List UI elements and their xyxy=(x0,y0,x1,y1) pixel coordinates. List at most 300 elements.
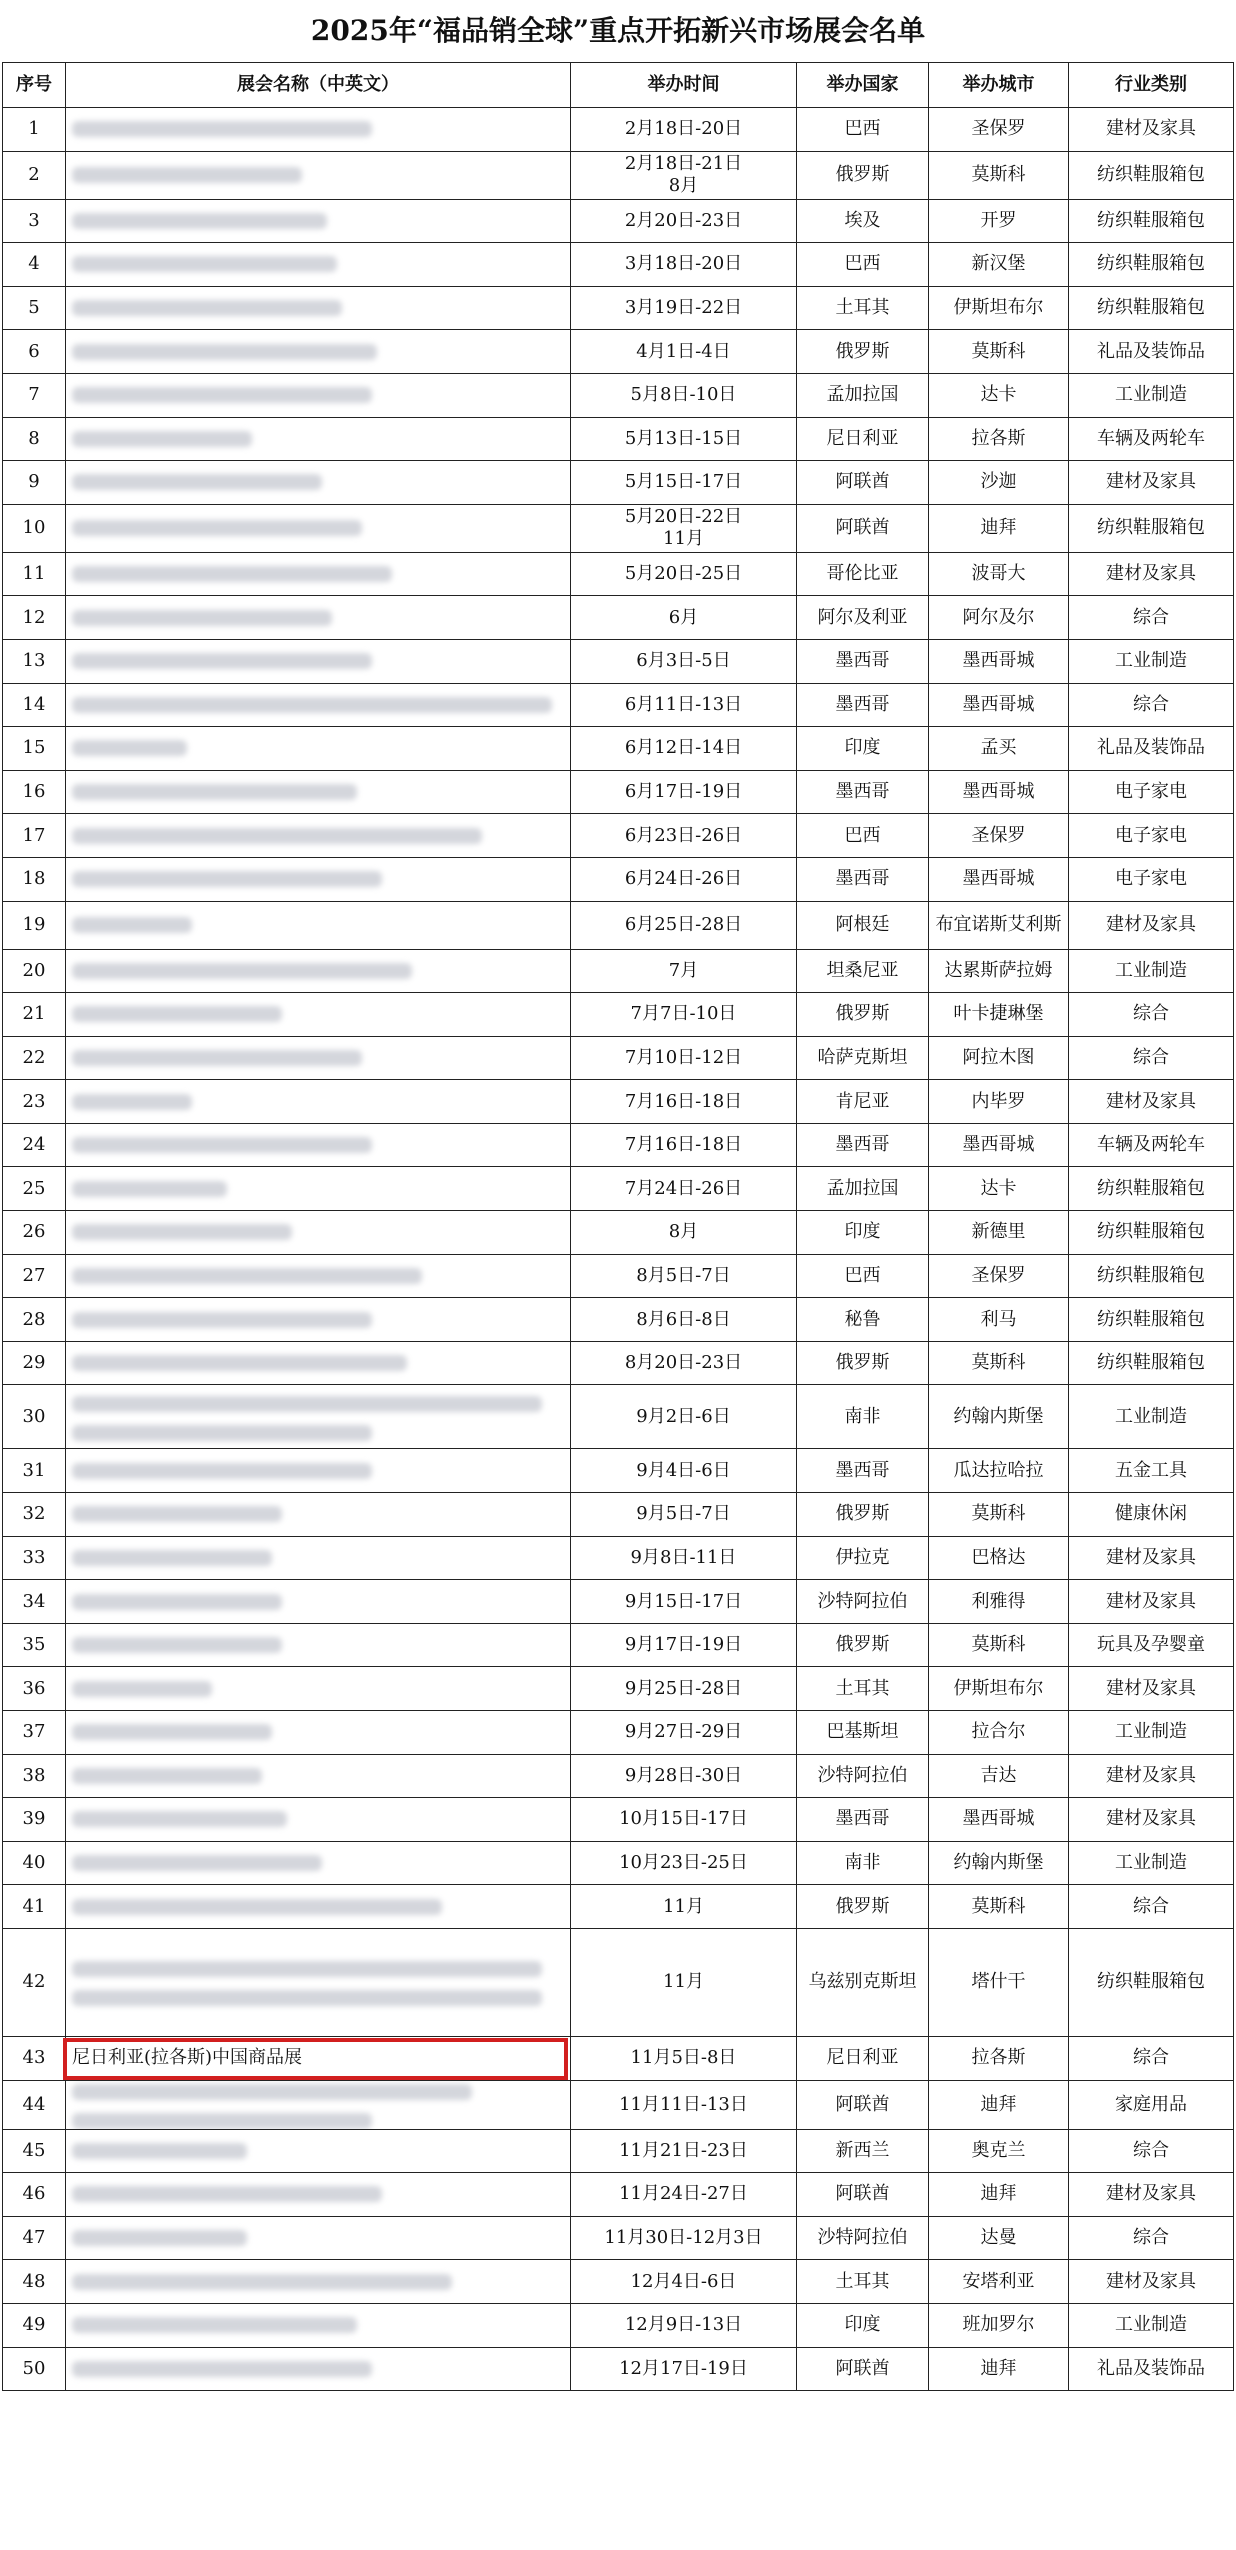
table-row xyxy=(3,993,1234,1037)
event-time-line: 12月17日-19日 xyxy=(619,2357,748,2379)
event-city: 迪拜 xyxy=(929,2347,1069,2391)
event-time xyxy=(571,1167,797,1211)
event-industry: 综合 xyxy=(1069,596,1234,640)
exhibition-name xyxy=(66,2216,571,2260)
table-row xyxy=(3,683,1234,727)
exhibition-name xyxy=(66,1885,571,1929)
event-time-line: 5月13日-15日 xyxy=(624,427,743,449)
event-time-line: 9月17日-19日 xyxy=(624,1634,743,1656)
event-time-line: 11月 xyxy=(663,1895,704,1917)
row-number: 8 xyxy=(3,417,66,461)
event-time-line: 7月 xyxy=(668,959,699,981)
event-time xyxy=(571,2216,797,2260)
event-country: 阿联酋 xyxy=(797,2347,929,2391)
redacted-text xyxy=(72,2143,247,2159)
row-number: 24 xyxy=(3,1123,66,1167)
redacted-text xyxy=(72,1268,422,1284)
event-time-line: 9月15日-17日 xyxy=(624,1590,743,1612)
event-industry: 工业制造 xyxy=(1069,373,1234,417)
event-time xyxy=(571,1798,797,1842)
redacted-text xyxy=(72,2113,372,2129)
event-industry: 建材及家具 xyxy=(1069,552,1234,596)
event-industry: 玩具及孕婴童 xyxy=(1069,1623,1234,1667)
event-industry: 建材及家具 xyxy=(1069,2260,1234,2304)
event-industry: 建材及家具 xyxy=(1069,1580,1234,1624)
event-country: 俄罗斯 xyxy=(797,1623,929,1667)
event-industry: 纺织鞋服箱包 xyxy=(1069,151,1234,199)
exhibition-name xyxy=(66,504,571,552)
event-country: 墨西哥 xyxy=(797,683,929,727)
event-city: 迪拜 xyxy=(929,2080,1069,2129)
event-city: 奥克兰 xyxy=(929,2129,1069,2173)
event-time-line: 11月21日-23日 xyxy=(619,2139,748,2161)
row-number: 25 xyxy=(3,1167,66,1211)
row-number: 34 xyxy=(3,1580,66,1624)
table-row xyxy=(3,1841,1234,1885)
event-time-line: 7月10日-12日 xyxy=(624,1046,743,1068)
header-industry: 行业类别 xyxy=(1069,63,1234,108)
event-country: 墨西哥 xyxy=(797,770,929,814)
exhibition-name xyxy=(66,243,571,287)
redacted-text xyxy=(72,167,302,183)
event-city: 布宜诺斯艾利斯 xyxy=(929,901,1069,949)
event-city: 莫斯科 xyxy=(929,151,1069,199)
event-city: 安塔利亚 xyxy=(929,2260,1069,2304)
redacted-text xyxy=(72,2274,452,2290)
row-number: 36 xyxy=(3,1667,66,1711)
redacted-text xyxy=(72,474,322,490)
row-number: 14 xyxy=(3,683,66,727)
event-country: 墨西哥 xyxy=(797,1123,929,1167)
event-time xyxy=(571,417,797,461)
event-time xyxy=(571,2129,797,2173)
row-number: 10 xyxy=(3,504,66,552)
redacted-text xyxy=(72,1855,322,1871)
redacted-text xyxy=(72,344,377,360)
event-industry: 纺织鞋服箱包 xyxy=(1069,286,1234,330)
event-industry: 综合 xyxy=(1069,2216,1234,2260)
exhibition-name xyxy=(66,1211,571,1255)
event-city: 利雅得 xyxy=(929,1580,1069,1624)
table-row xyxy=(3,243,1234,287)
redacted-text xyxy=(72,121,372,137)
exhibition-name xyxy=(66,2036,571,2080)
event-city: 墨西哥城 xyxy=(929,857,1069,901)
row-number: 12 xyxy=(3,596,66,640)
event-industry: 纺织鞋服箱包 xyxy=(1069,1928,1234,2036)
event-time xyxy=(571,901,797,949)
exhibition-name xyxy=(66,461,571,505)
event-country: 阿尔及利亚 xyxy=(797,596,929,640)
redacted-text xyxy=(72,520,362,536)
table-row xyxy=(3,1754,1234,1798)
event-time xyxy=(571,814,797,858)
exhibition-name xyxy=(66,1123,571,1167)
exhibition-name xyxy=(66,1385,571,1449)
exhibition-name-text: 尼日利亚(拉各斯)中国商品展 xyxy=(72,2047,303,2069)
event-city: 圣保罗 xyxy=(929,108,1069,152)
exhibition-name xyxy=(66,1580,571,1624)
event-time xyxy=(571,1623,797,1667)
redacted-text xyxy=(72,431,252,447)
exhibition-name xyxy=(66,1928,571,2036)
event-city: 迪拜 xyxy=(929,504,1069,552)
event-city: 波哥大 xyxy=(929,552,1069,596)
table-row xyxy=(3,2347,1234,2391)
exhibition-name xyxy=(66,1841,571,1885)
event-country: 巴西 xyxy=(797,1254,929,1298)
event-industry: 综合 xyxy=(1069,2129,1234,2173)
event-country: 孟加拉国 xyxy=(797,1167,929,1211)
event-industry: 工业制造 xyxy=(1069,639,1234,683)
exhibition-name xyxy=(66,1536,571,1580)
event-country: 墨西哥 xyxy=(797,1449,929,1493)
event-time xyxy=(571,1885,797,1929)
redacted-text xyxy=(72,871,382,887)
table-row xyxy=(3,1798,1234,1842)
event-city: 达卡 xyxy=(929,373,1069,417)
row-number: 41 xyxy=(3,1885,66,1929)
exhibition-name xyxy=(66,1254,571,1298)
event-time-line: 11月 xyxy=(663,528,704,550)
event-time-line: 5月15日-17日 xyxy=(624,471,743,493)
table-row xyxy=(3,199,1234,243)
event-time xyxy=(571,1841,797,1885)
event-city: 伊斯坦布尔 xyxy=(929,1667,1069,1711)
event-time xyxy=(571,1254,797,1298)
redacted-text xyxy=(72,1137,372,1153)
event-time xyxy=(571,151,797,199)
table-row xyxy=(3,1385,1234,1449)
table-row xyxy=(3,901,1234,949)
table-row xyxy=(3,2303,1234,2347)
row-number: 15 xyxy=(3,727,66,771)
event-time xyxy=(571,2080,797,2129)
table-row xyxy=(3,417,1234,461)
table-row xyxy=(3,108,1234,152)
event-industry: 电子家电 xyxy=(1069,857,1234,901)
redacted-text xyxy=(72,963,412,979)
event-country: 土耳其 xyxy=(797,1667,929,1711)
row-number: 7 xyxy=(3,373,66,417)
row-number: 43 xyxy=(3,2036,66,2080)
event-city: 达曼 xyxy=(929,2216,1069,2260)
event-time-line: 9月8日-11日 xyxy=(630,1546,737,1568)
event-city: 阿拉木图 xyxy=(929,1036,1069,1080)
row-number: 39 xyxy=(3,1798,66,1842)
event-city: 阿尔及尔 xyxy=(929,596,1069,640)
redacted-text xyxy=(72,740,187,756)
exhibition-name xyxy=(66,1449,571,1493)
exhibition-name xyxy=(66,814,571,858)
redacted-text xyxy=(72,1961,542,1977)
table-row xyxy=(3,639,1234,683)
event-city: 达累斯萨拉姆 xyxy=(929,949,1069,993)
event-time-line: 6月17日-19日 xyxy=(624,781,743,803)
event-industry: 礼品及装饰品 xyxy=(1069,727,1234,771)
table-row xyxy=(3,2080,1234,2129)
exhibition-name xyxy=(66,2303,571,2347)
row-number: 23 xyxy=(3,1080,66,1124)
event-city: 利马 xyxy=(929,1298,1069,1342)
event-country: 印度 xyxy=(797,2303,929,2347)
exhibition-name xyxy=(66,639,571,683)
table-row xyxy=(3,1885,1234,1929)
event-country: 俄罗斯 xyxy=(797,1341,929,1385)
table-row xyxy=(3,1080,1234,1124)
row-number: 38 xyxy=(3,1754,66,1798)
table-row xyxy=(3,1493,1234,1537)
row-number: 45 xyxy=(3,2129,66,2173)
event-country: 新西兰 xyxy=(797,2129,929,2173)
table-row xyxy=(3,2216,1234,2260)
event-time-line: 11月11日-13日 xyxy=(619,2093,748,2115)
event-time xyxy=(571,639,797,683)
event-time xyxy=(571,1667,797,1711)
table-row xyxy=(3,814,1234,858)
event-industry: 健康休闲 xyxy=(1069,1493,1234,1537)
event-country: 沙特阿拉伯 xyxy=(797,1754,929,1798)
table-row xyxy=(3,330,1234,374)
event-time xyxy=(571,2260,797,2304)
event-industry: 建材及家具 xyxy=(1069,2173,1234,2217)
event-country: 埃及 xyxy=(797,199,929,243)
redacted-text xyxy=(72,1355,407,1371)
row-number: 20 xyxy=(3,949,66,993)
row-number: 29 xyxy=(3,1341,66,1385)
event-time-line: 8月5日-7日 xyxy=(636,1264,731,1286)
event-country: 俄罗斯 xyxy=(797,330,929,374)
event-time-line: 11月24日-27日 xyxy=(619,2183,748,2205)
document-title: 2025年“福品销全球”重点开拓新兴市场展会名单 xyxy=(310,14,926,47)
table-row xyxy=(3,949,1234,993)
event-city: 圣保罗 xyxy=(929,814,1069,858)
event-country: 阿联酋 xyxy=(797,2080,929,2129)
event-time-line: 8月6日-8日 xyxy=(636,1308,731,1330)
event-time xyxy=(571,330,797,374)
row-number: 44 xyxy=(3,2080,66,2129)
exhibition-name xyxy=(66,1623,571,1667)
event-city: 新德里 xyxy=(929,1211,1069,1255)
event-city: 塔什干 xyxy=(929,1928,1069,2036)
row-number: 16 xyxy=(3,770,66,814)
redacted-text xyxy=(72,828,482,844)
event-city: 莫斯科 xyxy=(929,1623,1069,1667)
event-industry: 工业制造 xyxy=(1069,1841,1234,1885)
exhibition-table xyxy=(2,62,1234,2391)
row-number: 17 xyxy=(3,814,66,858)
event-industry: 礼品及装饰品 xyxy=(1069,2347,1234,2391)
redacted-text xyxy=(72,1463,372,1479)
header-country: 举办国家 xyxy=(797,63,929,108)
event-time xyxy=(571,1298,797,1342)
redacted-text xyxy=(72,1724,272,1740)
exhibition-name xyxy=(66,1298,571,1342)
table-row xyxy=(3,504,1234,552)
event-time-line: 6月11日-13日 xyxy=(624,693,743,715)
event-industry: 电子家电 xyxy=(1069,814,1234,858)
event-industry: 建材及家具 xyxy=(1069,461,1234,505)
event-city: 新汉堡 xyxy=(929,243,1069,287)
row-number: 33 xyxy=(3,1536,66,1580)
event-country: 沙特阿拉伯 xyxy=(797,1580,929,1624)
exhibition-name xyxy=(66,1754,571,1798)
table-row xyxy=(3,151,1234,199)
event-industry: 礼品及装饰品 xyxy=(1069,330,1234,374)
event-city: 迪拜 xyxy=(929,2173,1069,2217)
event-industry: 工业制造 xyxy=(1069,1711,1234,1755)
event-time-line: 6月12日-14日 xyxy=(624,737,743,759)
event-city: 伊斯坦布尔 xyxy=(929,286,1069,330)
event-industry: 建材及家具 xyxy=(1069,1798,1234,1842)
event-time xyxy=(571,2347,797,2391)
event-country: 坦桑尼亚 xyxy=(797,949,929,993)
event-industry: 纺织鞋服箱包 xyxy=(1069,199,1234,243)
event-time-line: 5月20日-25日 xyxy=(624,563,743,585)
row-number: 2 xyxy=(3,151,66,199)
table-row xyxy=(3,596,1234,640)
row-number: 13 xyxy=(3,639,66,683)
event-country: 伊拉克 xyxy=(797,1536,929,1580)
redacted-text xyxy=(72,300,342,316)
event-industry: 建材及家具 xyxy=(1069,1080,1234,1124)
event-time xyxy=(571,1036,797,1080)
event-time-line: 11月5日-8日 xyxy=(630,2047,737,2069)
event-time-line: 6月3日-5日 xyxy=(636,650,731,672)
event-industry: 纺织鞋服箱包 xyxy=(1069,1167,1234,1211)
table-row xyxy=(3,1341,1234,1385)
table-row xyxy=(3,1580,1234,1624)
event-city: 拉各斯 xyxy=(929,417,1069,461)
table-row xyxy=(3,461,1234,505)
table-row xyxy=(3,2173,1234,2217)
event-city: 内毕罗 xyxy=(929,1080,1069,1124)
event-country: 墨西哥 xyxy=(797,1798,929,1842)
event-country: 阿根廷 xyxy=(797,901,929,949)
table-row xyxy=(3,727,1234,771)
event-city: 瓜达拉哈拉 xyxy=(929,1449,1069,1493)
event-time xyxy=(571,1211,797,1255)
redacted-text xyxy=(72,1594,282,1610)
event-time-line: 7月7日-10日 xyxy=(630,1003,737,1025)
exhibition-name xyxy=(66,857,571,901)
row-number: 32 xyxy=(3,1493,66,1537)
event-time-line: 9月27日-29日 xyxy=(624,1721,743,1743)
event-time xyxy=(571,1580,797,1624)
event-time-line: 2月18日-20日 xyxy=(624,118,743,140)
exhibition-name xyxy=(66,2347,571,2391)
redacted-text xyxy=(72,1637,282,1653)
event-country: 哥伦比亚 xyxy=(797,552,929,596)
event-time xyxy=(571,1080,797,1124)
event-time xyxy=(571,1123,797,1167)
event-industry: 建材及家具 xyxy=(1069,108,1234,152)
exhibition-name xyxy=(66,151,571,199)
event-time-line: 6月25日-28日 xyxy=(624,914,743,935)
event-city: 莫斯科 xyxy=(929,1493,1069,1537)
event-country: 阿联酋 xyxy=(797,504,929,552)
event-industry: 综合 xyxy=(1069,683,1234,727)
event-time xyxy=(571,2036,797,2080)
event-industry: 工业制造 xyxy=(1069,2303,1234,2347)
row-number: 9 xyxy=(3,461,66,505)
redacted-text xyxy=(72,1990,542,2006)
event-time-line: 9月4日-6日 xyxy=(636,1459,731,1481)
event-time-line: 10月15日-17日 xyxy=(619,1808,748,1830)
exhibition-name xyxy=(66,1667,571,1711)
table-row xyxy=(3,286,1234,330)
redacted-text xyxy=(72,566,392,582)
event-time xyxy=(571,1928,797,2036)
row-number: 28 xyxy=(3,1298,66,1342)
exhibition-name xyxy=(66,373,571,417)
event-industry: 家庭用品 xyxy=(1069,2080,1234,2129)
event-country: 俄罗斯 xyxy=(797,1493,929,1537)
event-time xyxy=(571,1341,797,1385)
event-time-line: 8月 xyxy=(668,175,699,197)
event-time-line: 3月18日-20日 xyxy=(624,253,743,275)
event-country: 沙特阿拉伯 xyxy=(797,2216,929,2260)
redacted-text xyxy=(72,1050,362,1066)
event-country: 巴西 xyxy=(797,108,929,152)
row-number: 19 xyxy=(3,901,66,949)
event-industry: 建材及家具 xyxy=(1069,1536,1234,1580)
table-row xyxy=(3,1667,1234,1711)
table-row xyxy=(3,1623,1234,1667)
redacted-text xyxy=(72,1768,262,1784)
redacted-text xyxy=(72,2186,382,2202)
event-city: 孟买 xyxy=(929,727,1069,771)
exhibition-name xyxy=(66,417,571,461)
event-industry: 建材及家具 xyxy=(1069,901,1234,949)
event-country: 阿联酋 xyxy=(797,2173,929,2217)
event-time-line: 11月30日-12月3日 xyxy=(604,2227,763,2249)
row-number: 4 xyxy=(3,243,66,287)
row-number: 22 xyxy=(3,1036,66,1080)
event-city: 圣保罗 xyxy=(929,1254,1069,1298)
event-country: 俄罗斯 xyxy=(797,151,929,199)
event-country: 印度 xyxy=(797,727,929,771)
event-industry: 纺织鞋服箱包 xyxy=(1069,243,1234,287)
exhibition-name xyxy=(66,1341,571,1385)
event-city: 叶卡捷琳堡 xyxy=(929,993,1069,1037)
event-time xyxy=(571,243,797,287)
event-time-line: 8月 xyxy=(668,1221,699,1243)
event-time xyxy=(571,373,797,417)
event-time xyxy=(571,108,797,152)
event-city: 莫斯科 xyxy=(929,1341,1069,1385)
row-number: 40 xyxy=(3,1841,66,1885)
event-country: 南非 xyxy=(797,1385,929,1449)
table-row xyxy=(3,1036,1234,1080)
event-industry: 纺织鞋服箱包 xyxy=(1069,1211,1234,1255)
event-city: 莫斯科 xyxy=(929,1885,1069,1929)
row-number: 48 xyxy=(3,2260,66,2304)
event-time xyxy=(571,286,797,330)
exhibition-name xyxy=(66,199,571,243)
table-row xyxy=(3,373,1234,417)
redacted-text xyxy=(72,1899,442,1915)
row-number: 49 xyxy=(3,2303,66,2347)
event-time-line: 9月2日-6日 xyxy=(636,1405,731,1427)
row-number: 37 xyxy=(3,1711,66,1755)
event-time-line: 6月 xyxy=(668,606,699,628)
table-row xyxy=(3,2129,1234,2173)
table-row xyxy=(3,1254,1234,1298)
row-number: 30 xyxy=(3,1385,66,1449)
event-city: 约翰内斯堡 xyxy=(929,1385,1069,1449)
exhibition-name xyxy=(66,2260,571,2304)
